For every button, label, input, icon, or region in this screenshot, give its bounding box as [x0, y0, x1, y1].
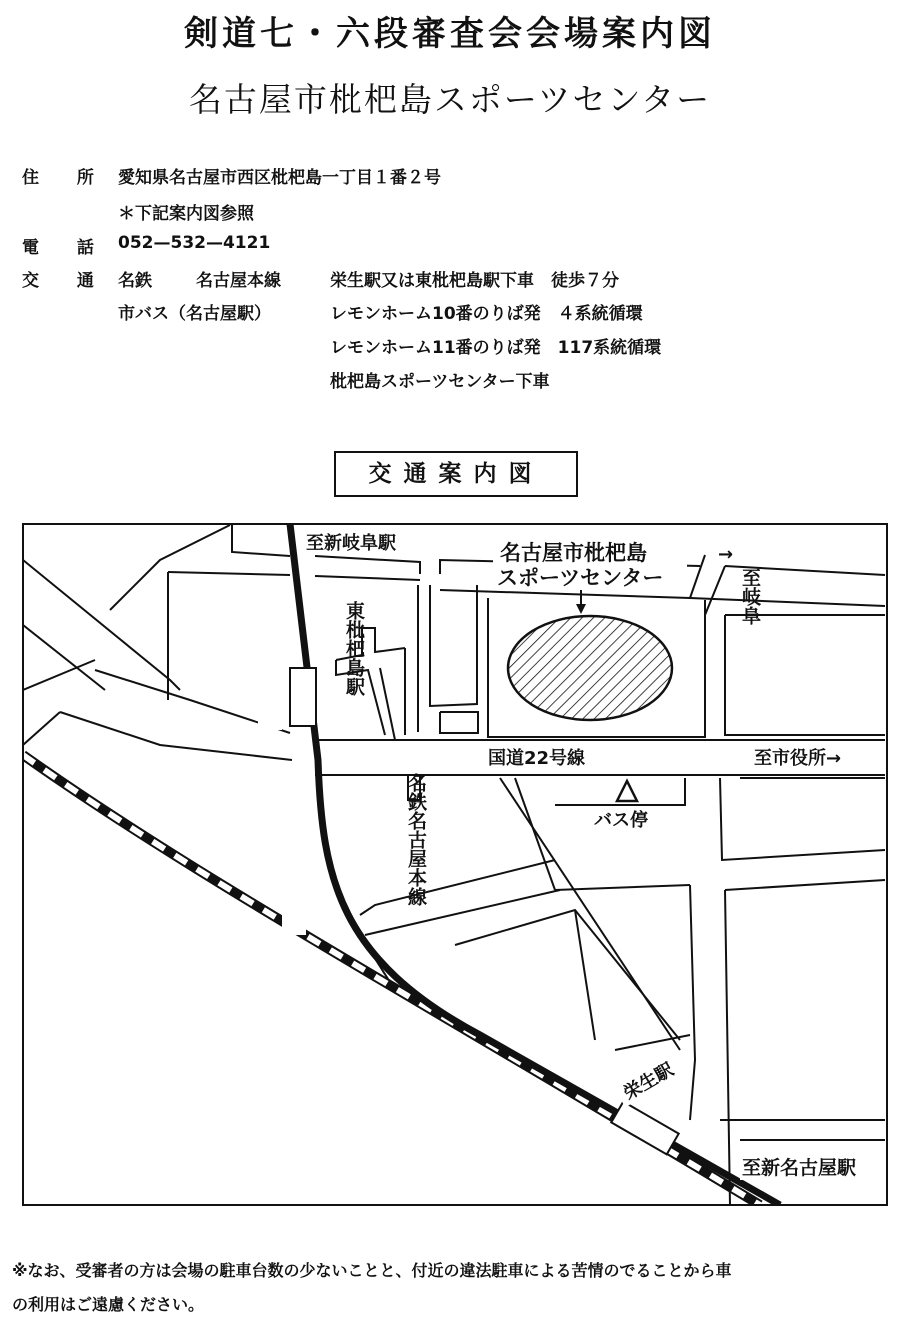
venue-title: 名古屋市枇杷島スポーツセンター: [188, 80, 712, 119]
label-to-gifu: 至岐阜: [704, 568, 761, 590]
label-higashi-biwajima: 東枇杷島駅: [270, 601, 365, 623]
gifu-arrow: →: [718, 544, 734, 565]
bus-stop-info: 枇杷島スポーツセンター下車: [330, 372, 550, 392]
label-bus-stop: バス停: [594, 810, 648, 831]
label-venue-line1: 名古屋市枇杷島: [500, 541, 647, 565]
label-to-shin-nagoya: 至新名古屋駅: [742, 1157, 857, 1179]
map-frame: [23, 524, 887, 1205]
higashi-biwajima-station-marker: [290, 668, 316, 726]
parking-note: [12, 1254, 892, 1322]
label-to-shin-gifu: 至新岐阜駅: [306, 533, 396, 554]
venue-marker: [508, 616, 672, 720]
page-title: 剣道七・六段審査会会場案内図: [184, 14, 716, 54]
phone-value: 052—532—4121: [118, 233, 271, 253]
transit-label: 交 通: [22, 271, 110, 291]
bus-route-2: レモンホーム11番のりば発 117系統循環: [330, 338, 662, 358]
label-venue-line2: スポーツセンター: [497, 566, 664, 590]
address-note: ＊下記案内図参照: [118, 204, 254, 224]
road-network: [23, 525, 885, 1205]
address-label: 住 所: [22, 168, 110, 188]
bus-route-1: レモンホーム10番のりば発 ４系統循環: [330, 304, 643, 324]
bus-label: 市バス（名古屋駅）: [118, 304, 271, 324]
phone-label: 電 話: [22, 238, 110, 258]
parking-note-line2: の利用はご遠慮ください。: [12, 1295, 205, 1314]
sako-station-marker: [611, 1102, 678, 1155]
venue-pointer-arrowhead: [576, 604, 586, 614]
label-meitetsu-line: 名鉄名古屋本線: [294, 773, 427, 795]
label-sako-station: 栄生駅: [620, 1059, 678, 1105]
rail-line: 名古屋本線: [196, 271, 281, 291]
rail-detail: 栄生駅又は東枇杷島駅下車 徒歩７分: [330, 271, 619, 291]
label-to-city-hall: 至市役所→: [754, 748, 842, 769]
address-value: 愛知県名古屋市西区枇杷島一丁目１番２号: [118, 168, 441, 188]
map-legend-title: 交通案内図: [334, 451, 578, 497]
rail-company: 名鉄: [118, 271, 152, 291]
label-route-22: 国道22号線: [488, 748, 586, 769]
bus-stop-icon: [617, 781, 637, 801]
parking-note-line1: ※なお、受審者の方は会場の駐車台数の少ないことと、付近の違法駐車による苦情のでることから車: [12, 1261, 732, 1280]
